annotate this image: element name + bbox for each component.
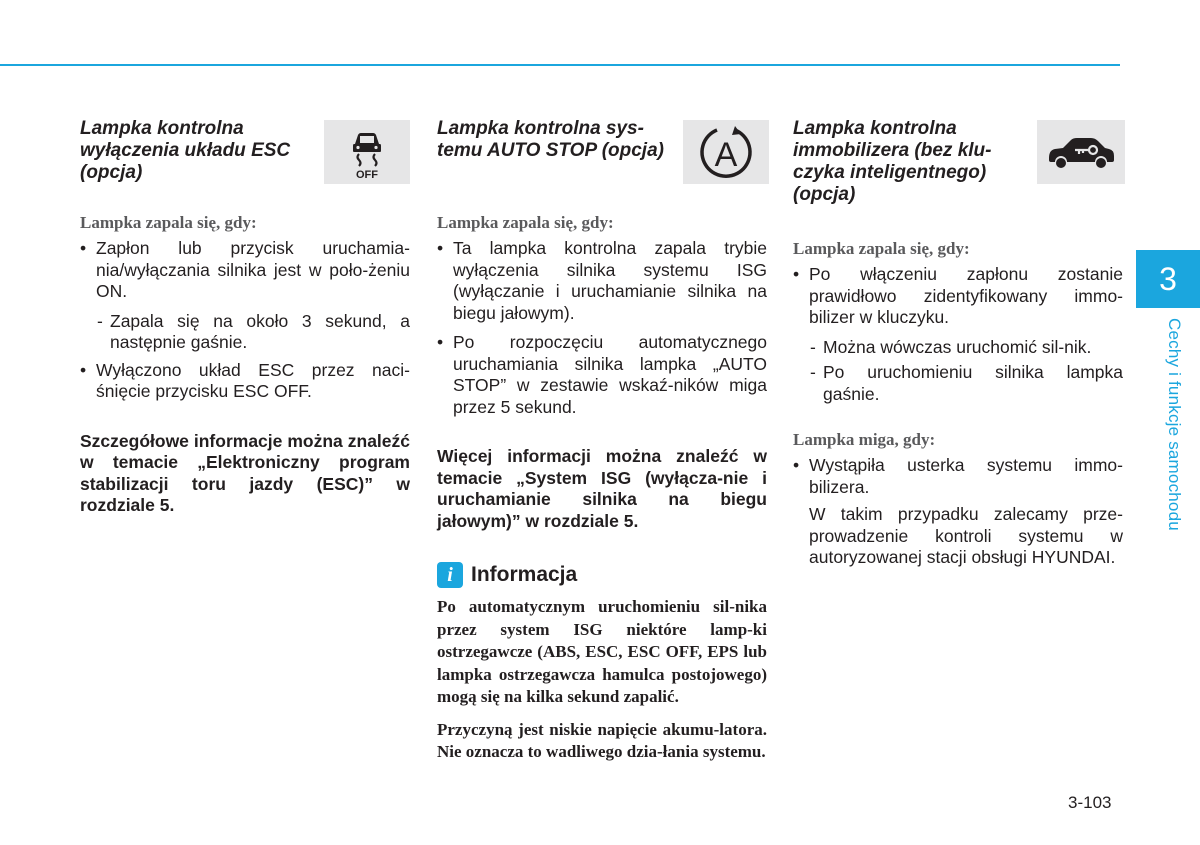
list-item: • Wystąpiła usterka systemu immo-bilizera. <box>793 455 1123 498</box>
page-number: 3-103 <box>1068 793 1112 812</box>
sub-list-item: - Po uruchomieniu silnika lampka gaśnie. <box>810 362 1123 404</box>
column-esc-off <box>80 116 410 517</box>
svg-text:A: A <box>714 136 738 174</box>
list-item-continuation: W takim przypadku zalecamy prze-prowadzenie kontroli systemu w autoryzowanej stacji obsługi HYUNDAI. <box>809 504 1123 567</box>
chapter-title: Cechy i funkcje samochodu <box>1165 318 1184 531</box>
column-auto-stop <box>437 116 767 764</box>
section-header <box>793 116 1123 208</box>
sub-list-item-text: Zapala się na około 3 sekund, a następnie gaśnie. <box>110 310 410 352</box>
condition-heading: Lampka miga, gdy: <box>793 430 936 449</box>
section-header <box>80 116 410 182</box>
sub-list-item-text: Można wówczas uruchomić sil-nik. <box>823 336 1092 357</box>
sub-list-item-text: Po uruchomieniu silnika lampka gaśnie. <box>823 362 1123 404</box>
info-paragraph: Po automatycznym uruchomieniu sil-nika przez system ISG niektóre lamp-ki ostrzegawcze (ABS, ESC, ESC OFF, EPS lub lampka ostrzegawcza hamulca postojowego) mogą się na kilka sekund zapalić. <box>437 597 767 706</box>
chapter-tab: 3 <box>1136 250 1200 308</box>
list-item: • Po włączeniu zapłonu zostanie prawidłowo zidentyfikowany immo-bilizer w kluczyku. <box>793 264 1123 329</box>
svg-text:OFF: OFF <box>356 169 378 180</box>
immobilizer-car-key-icon <box>1037 120 1125 184</box>
section-title: Lampka kontrolna wyłączenia układu ESC (opcja) <box>80 118 291 183</box>
condition-heading: Lampka zapala się, gdy: <box>80 213 257 232</box>
section-title: Lampka kontrolna immobilizera (bez klu-czyka inteligentnego) (opcja) <box>793 118 992 205</box>
sub-list-item: - Można wówczas uruchomić sil-nik. <box>810 336 1092 357</box>
cross-reference: Więcej informacji można znaleźć w temacie „System ISG (wyłącza-nie i uruchamianie silnika na biegu jałowym)” w rozdziale 5. <box>437 446 767 531</box>
list-item: • Zapłon lub przycisk uruchamia-nia/wyłączania silnika jest w poło-żeniu ON. <box>80 238 410 303</box>
info-title: Informacja <box>471 563 578 586</box>
list-item: • Po rozpoczęciu automatycznego uruchamiania silnika lampka „AUTO STOP” w zestawie wskaź-ników miga przez 5 sekund. <box>437 332 767 418</box>
column-immobilizer <box>793 116 1123 569</box>
top-rule <box>0 64 1120 66</box>
section-title: Lampka kontrolna sys-temu AUTO STOP (opcja) <box>437 118 664 161</box>
sub-list-item: - Zapala się na około 3 sekund, a następnie gaśnie. <box>97 310 410 352</box>
cross-reference: Szczegółowe informacje można znaleźć w temacie „Elektroniczny program stabilizacji toru jazdy (ESC)” w rozdziale 5. <box>80 430 410 515</box>
auto-stop-icon <box>683 120 769 184</box>
list-item: • Wyłączono układ ESC przez naci-śnięcie przycisku ESC OFF. <box>80 360 410 403</box>
list-item: • Ta lampka kontrolna zapala trybie wyłączenia silnika systemu ISG (wyłączanie i uruchamianie silnika na biegu jałowym). <box>437 238 767 324</box>
condition-heading: Lampka zapala się, gdy: <box>437 213 614 232</box>
condition-heading: Lampka zapala się, gdy: <box>793 239 970 258</box>
info-header <box>437 562 767 588</box>
section-header <box>437 116 767 182</box>
info-paragraph: Przyczyną jest niskie napięcie akumu-latora. Nie oznacza to wadliwego dzia-łania systemu. <box>437 719 767 761</box>
esc-off-icon <box>324 120 410 184</box>
info-icon: i <box>437 562 463 588</box>
